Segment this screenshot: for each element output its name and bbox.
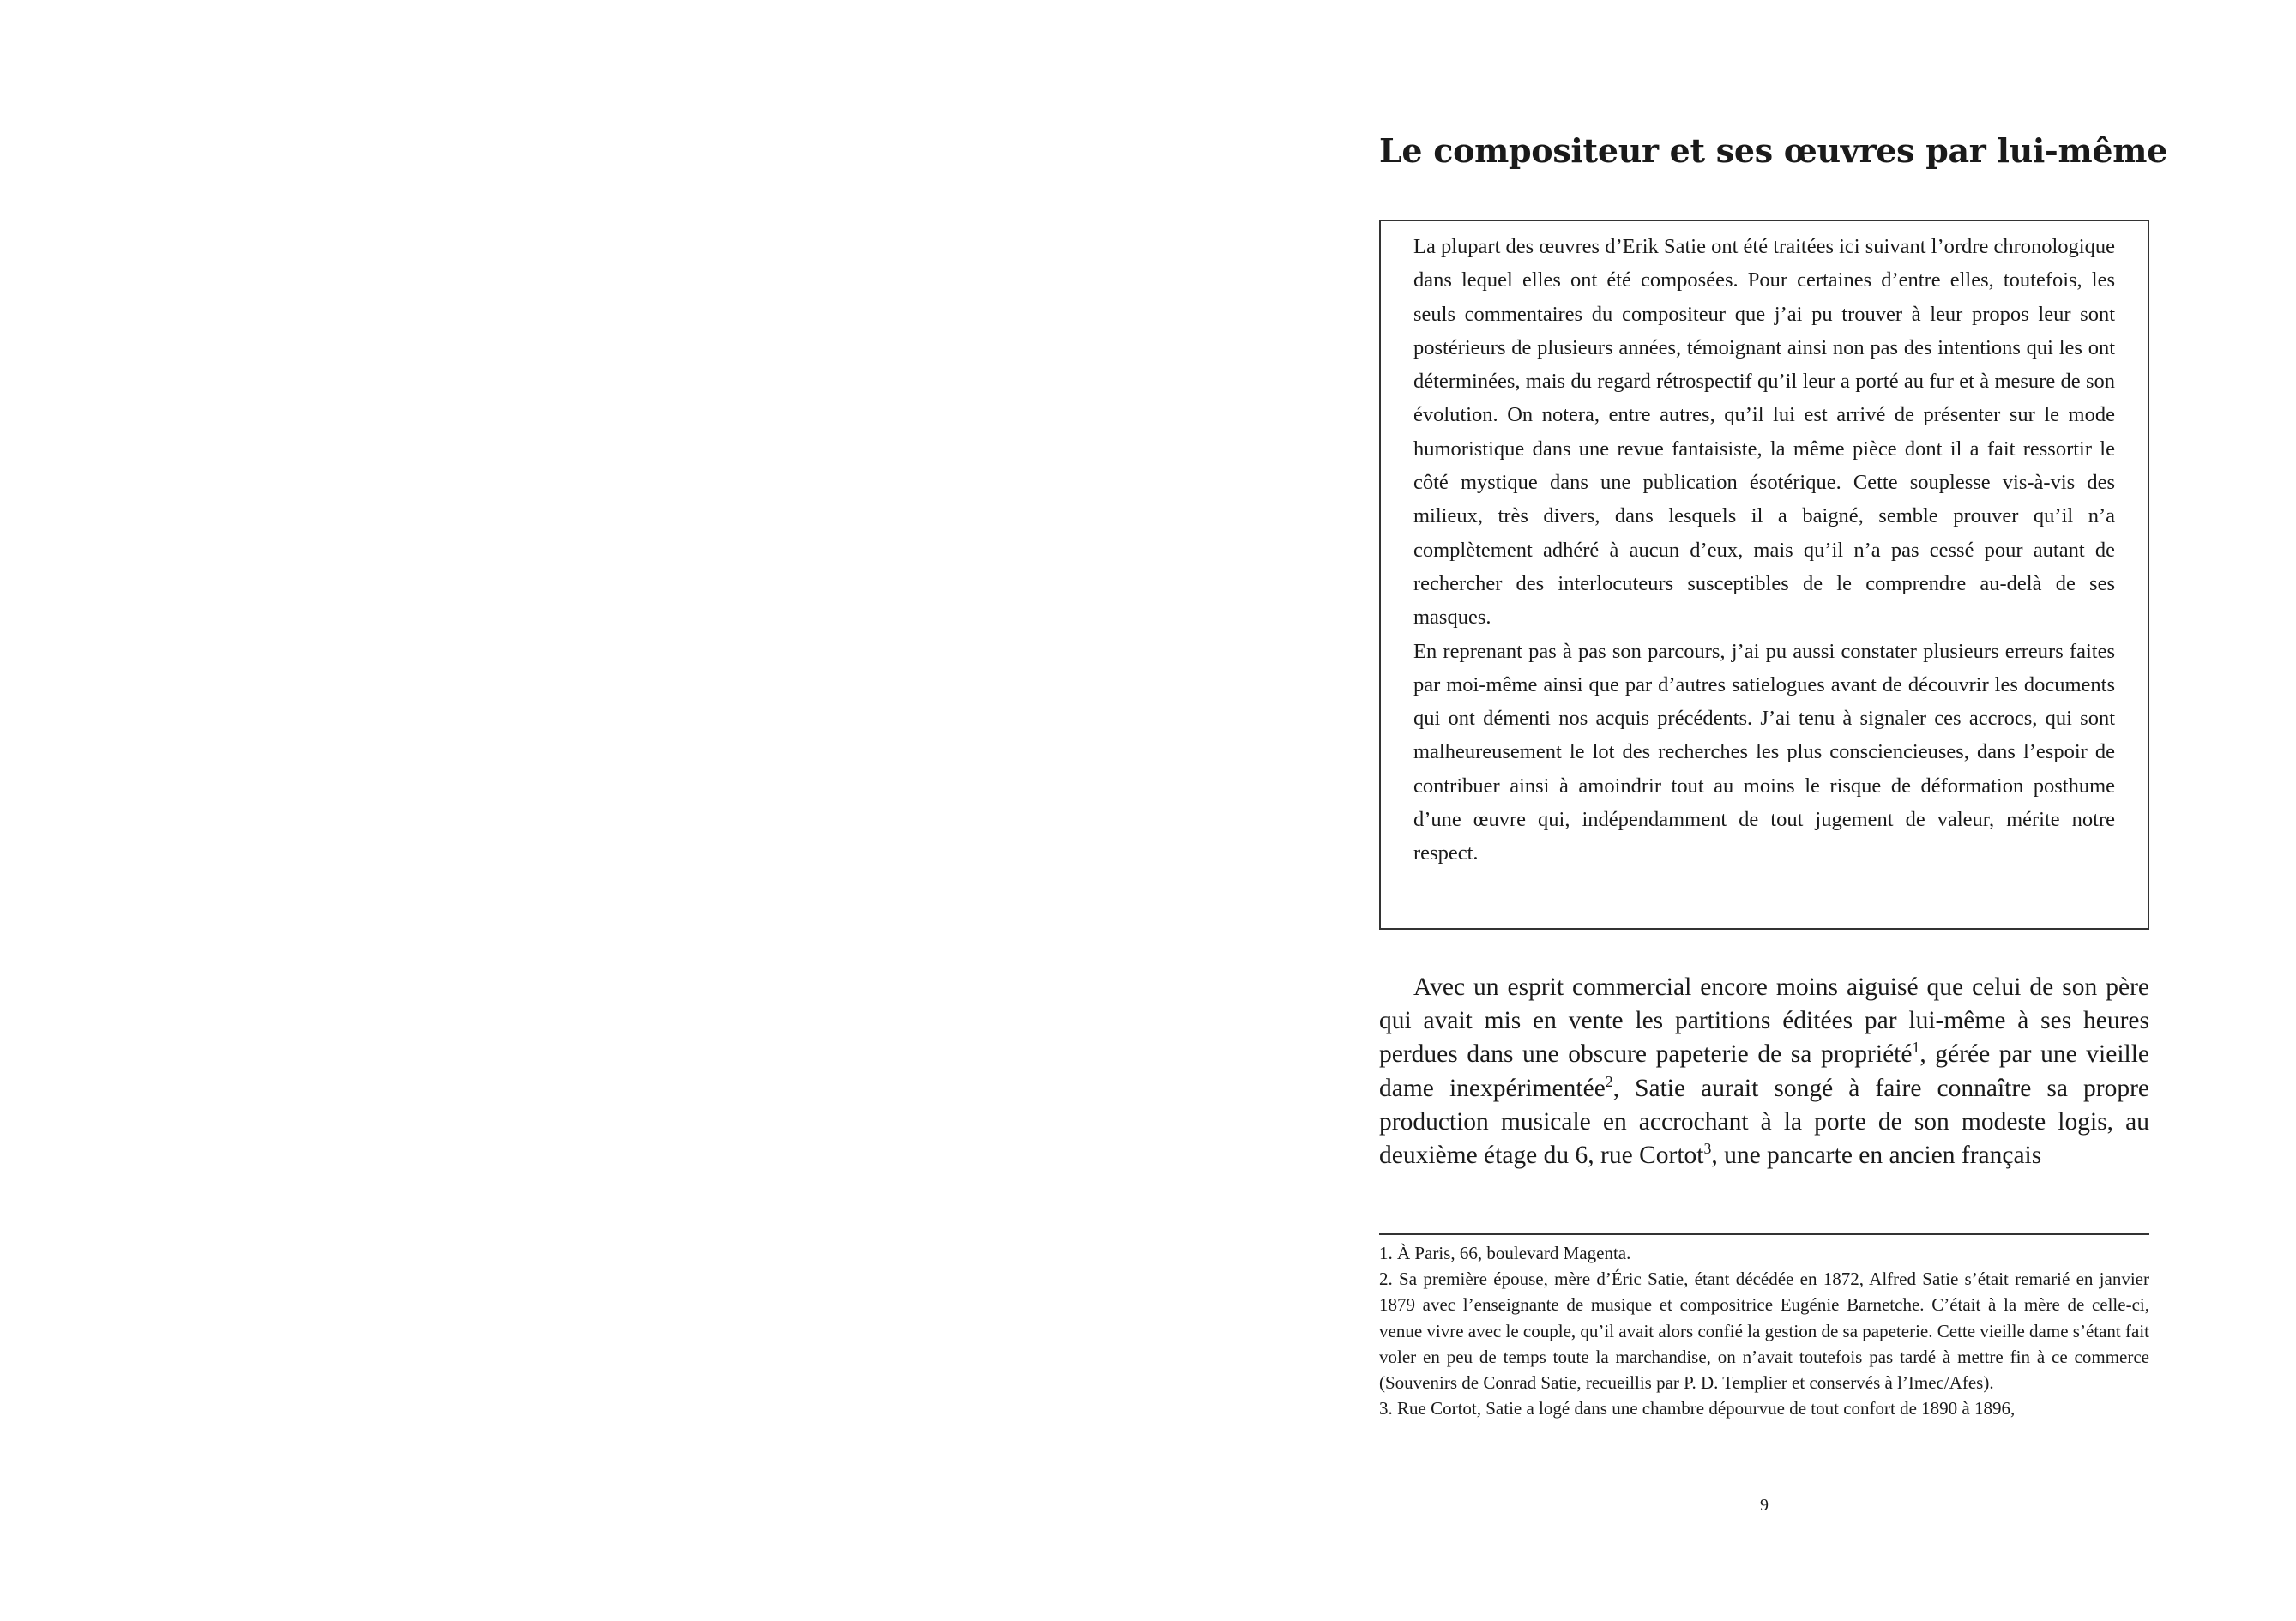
footnote-3: 3. Rue Cortot, Satie a logé dans une chambre dépourvue de tout confort de 1890 à 1896,: [1379, 1398, 2016, 1419]
intro-paragraph-2: En reprenant pas à pas son parcours, j’ai pu aussi constater plusieurs erreurs faites par moi-même ainsi que par d’autres satielogues avant de découvrir les documents qui ont démenti nos acquis précédents. J’ai tenu à signaler ces accrocs, qui sont malheureusement le lot des recherches les plus consciencieuses, dans l’espoir de contribuer ainsi à amoindrir tout au moins le risque de déformation posthume d’une œuvre qui, indépendamment de tout jugement de valeur, mérite notre respect.: [1413, 639, 2115, 865]
body-paragraph: [1379, 971, 2149, 1172]
intro-paragraph-1: La plupart des œuvres d’Erik Satie ont été traitées ici suivant l’ordre chronologique dans lequel elles ont été composées. Pour certaines d’entre elles, toutefois, les seuls commentaires du compositeur que j’ai pu trouver à leur propos leur sont postérieurs de plusieurs années, témoignant ainsi non pas des intentions qui les ont déterminées, mais du regard rétrospectif qu’il leur a porté au fur et à mesure de son évolution. On notera, entre autres, qu’il lui est arrivé de présenter sur le mode humoristique dans une revue fantaisiste, la même pièce dont il a fait ressortir le côté mystique dans une publication ésotérique. Cette souplesse vis-à-vis des milieux, très divers, dans lesquels il a baigné, semble prouver qu’il n’a complètement adhéré à aucun d’eux, mais qu’il n’a pas cessé pour autant de rechercher des interlocuteurs susceptibles de le comprendre au-delà de ses masques.: [1413, 235, 2115, 630]
body-text-segment: , gérée par une vieille dame inexpérimentée: [1379, 1040, 2149, 1102]
body-text-segment: , Satie aurait songé à faire connaître sa propre production musicale en accrochant à la porte de son modeste logis, au deuxième étage du 6, rue Cortot: [1379, 1074, 2149, 1170]
footnote-ref-3: 3: [1703, 1140, 1712, 1158]
footnotes: [1379, 1240, 2149, 1421]
chapter-title: Le compositeur et ses œuvres par lui-même: [1379, 131, 2168, 170]
footnote-2: 2. Sa première épouse, mère d’Éric Satie, étant décédée en 1872, Alfred Satie s’était remarié en janvier 1879 avec l’enseignante de musique et compositrice Eugénie Barnetche. C’était à la mère de celle-ci, venue vivre avec le couple, qu’il avait alors confié la gestion de sa papeterie. Cette vieille dame s’étant fait voler en peu de temps toute la marchandise, on n’avait toutefois pas tardé à mettre fin à ce commerce (Souvenirs de Conrad Satie, recueillis par P. D. Templier et conservés à l’Imec/Afes).: [1379, 1268, 2149, 1394]
body-text-segment: Avec un esprit commercial encore moins aiguisé que celui de son père qui avait mis en vente les partitions éditées par lui-même à ses heures perdues dans une obscure papeterie de sa propriété: [1379, 973, 2149, 1069]
footnote-1: 1. À Paris, 66, boulevard Magenta.: [1379, 1243, 1631, 1263]
body-text-segment: , une pancarte en ancien français: [1711, 1142, 2042, 1170]
intro-box: [1379, 220, 2149, 930]
footnote-divider: [1379, 1233, 2149, 1235]
page-number: 9: [1760, 1496, 1769, 1515]
footnote-ref-1: 1: [1912, 1039, 1920, 1057]
footnote-ref-2: 2: [1605, 1072, 1613, 1090]
